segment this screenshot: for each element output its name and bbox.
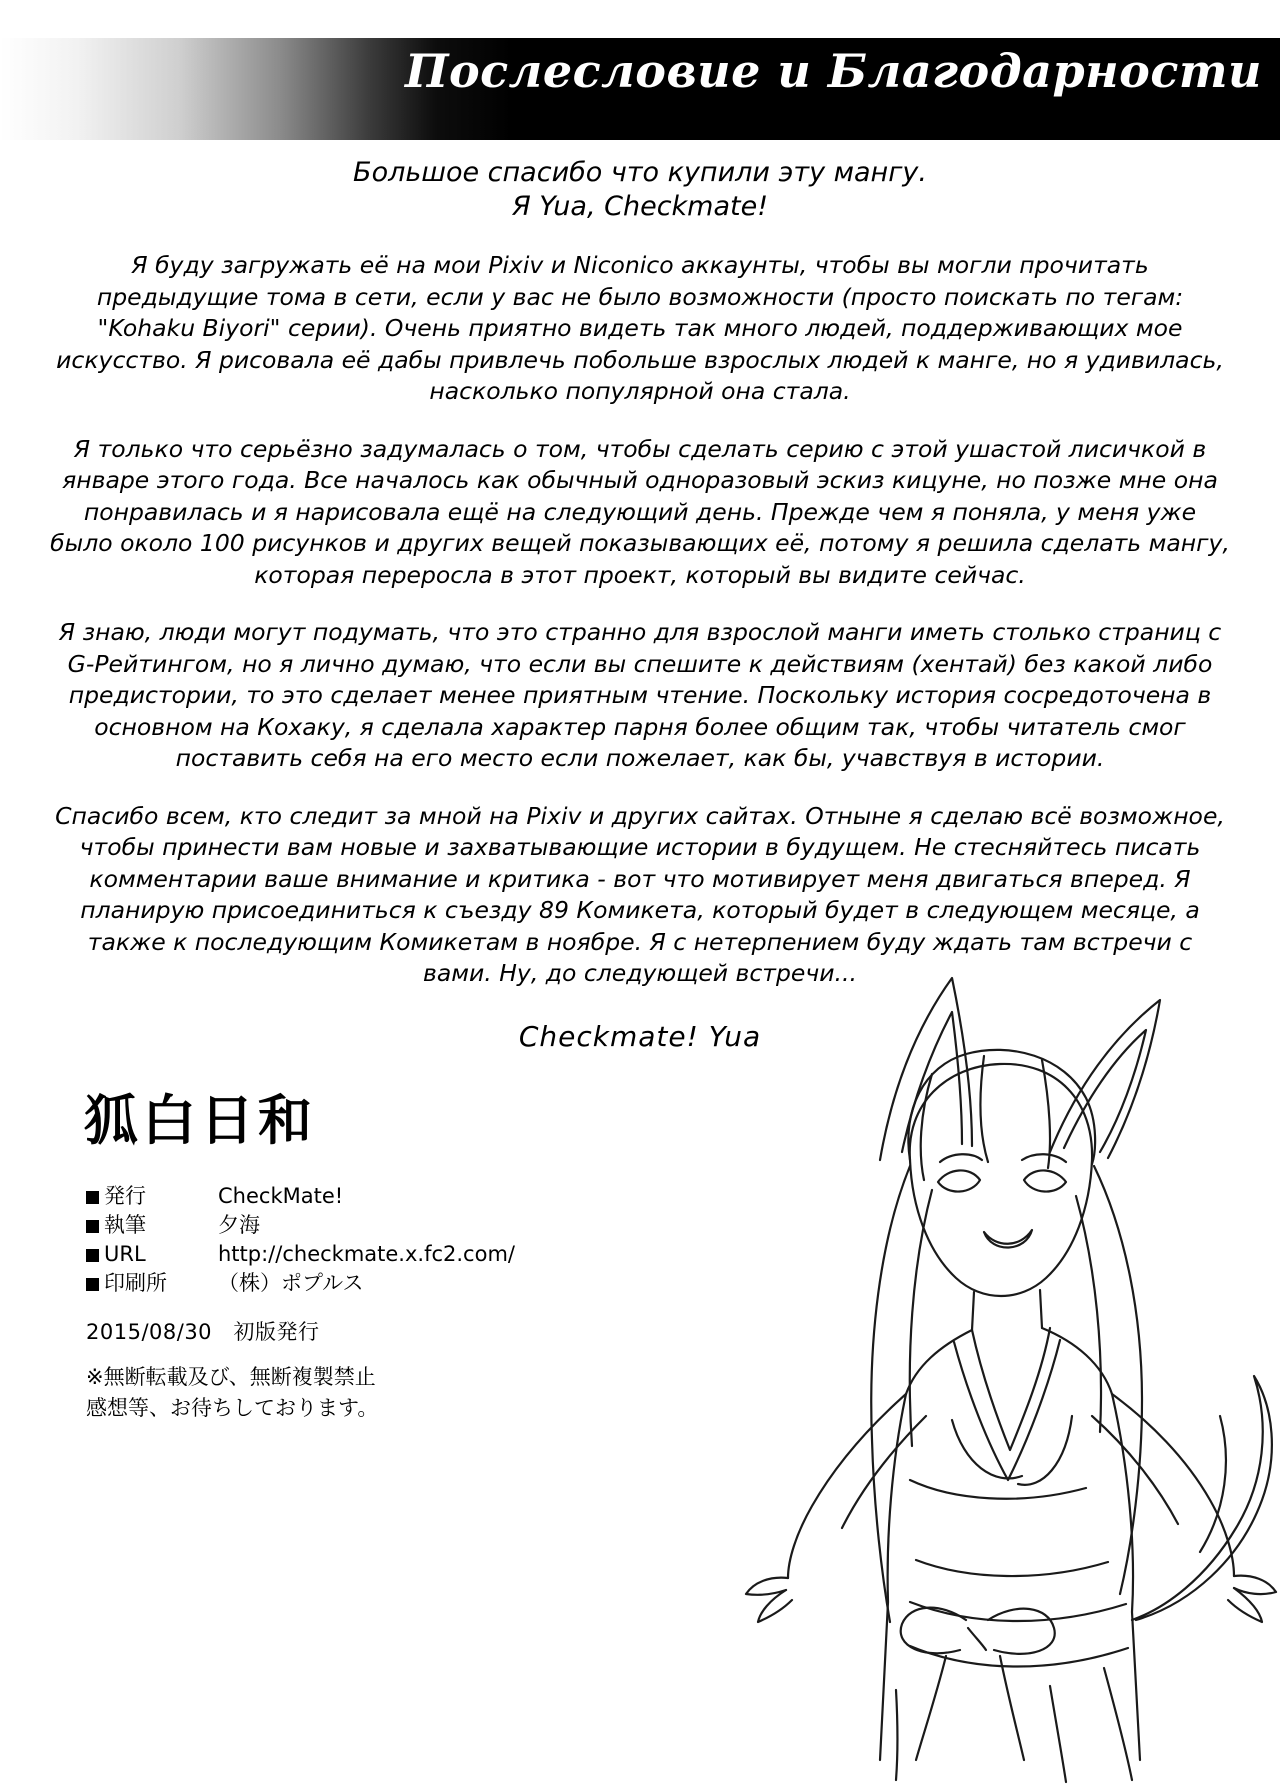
colophon-value: （株）ポプルス <box>218 1271 364 1295</box>
afterword-paragraph: Я только что серьёзно задумалась о том, чтобы сделать серию с этой ушастой лисичкой в январе этого года. Все началось как обычный одноразовый эскиз кицуне, но позже мне она понравилась и я нарисовала ещё на следующий день. Прежде чем я поняла, у меня уже было около 100 рисунков и других вещей показывающих её, потому я решила сделать мангу, которая переросла в этот проект, который вы видите сейчас. <box>50 434 1230 589</box>
colophon-value: CheckMate! <box>218 1184 344 1208</box>
square-bullet-icon <box>86 1220 99 1233</box>
colophon-key-label: URL <box>104 1242 146 1266</box>
square-bullet-icon <box>86 1278 99 1291</box>
colophon-key <box>86 1240 218 1269</box>
afterword-lead-line2: Я Yua, Checkmate! <box>511 191 769 222</box>
publication-date: 2015/08/30 初版発行 <box>86 1320 320 1344</box>
copyright-notice-line2: 感想等、お待ちしております。 <box>86 1396 379 1420</box>
colophon-key-label: 執筆 <box>104 1213 146 1237</box>
colophon-key-label: 印刷所 <box>104 1271 167 1295</box>
colophon-row-printer <box>86 1269 726 1298</box>
afterword-lead <box>46 156 1234 224</box>
square-bullet-icon <box>86 1191 99 1204</box>
colophon-row-publisher <box>86 1182 726 1211</box>
copyright-notice-line1: ※無断転載及び、無断複製禁止 <box>86 1365 376 1389</box>
afterword-paragraph: Я буду загружать её на мои Pixiv и Niconico аккаунты, чтобы вы могли прочитать предыдущие тома в сети, если у вас не было возможности (просто поискать по тегам: "Kohaku Biyori" серии). Очень приятно видеть так много людей, поддерживающих мое искусство. Я рисовала её дабы привлечь побольше взрослых людей к манге, но я удивилась, насколько популярной она стала. <box>56 251 1224 405</box>
colophon-row-url <box>86 1240 726 1269</box>
page-title: Послесловие и Благодарности <box>405 44 1262 98</box>
colophon-value: 夕海 <box>218 1213 260 1237</box>
author-signature: Checkmate! Yua <box>518 1019 762 1053</box>
colophon-key <box>86 1182 218 1211</box>
colophon-block <box>86 1182 726 1298</box>
square-bullet-icon <box>86 1249 99 1262</box>
copyright-notice <box>86 1362 378 1424</box>
afterword-section <box>46 156 1234 1054</box>
afterword-lead-line1: Большое спасибо что купили эту мангу. <box>353 157 927 188</box>
afterword-paragraph: Спасибо всем, кто следит за мной на Pixiv и других сайтах. Отныне я сделаю всё возможное, чтобы принести вам новые и захватывающие истории в будущем. Не стесняйтесь писать комментарии ваше внимание и критика - вот что мотивирует меня двигаться вперед. Я планирую присоединиться к съезду 89 Комикета, который будет в следующем месяце, а также к последующим Комикетам в ноябре. Я с нетерпением буду ждать там встречи с вами. Ну, до следующей встречи... <box>55 801 1225 987</box>
colophon-row-author <box>86 1211 726 1240</box>
afterword-paragraph: Я знаю, люди могут подумать, что это странно для взрослой манги иметь столько страниц с G-Рейтингом, но я лично думаю, что если вы спешите к действиям (хентай) без какой либо предистории, то это сделает менее приятным чтение. Поскольку история сосредоточена в основном на Кохаку, я сделала характер парня более общим так, чтобы читатель смог поставить себя на его место если пожелает, как бы, учавствуя в истории. <box>58 618 1222 772</box>
colophon-url-value[interactable]: http://checkmate.x.fc2.com/ <box>218 1242 515 1266</box>
colophon-key <box>86 1211 218 1240</box>
colophon-key-label: 発行 <box>104 1184 146 1208</box>
colophon-key <box>86 1269 218 1298</box>
doujin-title-logo: 狐白日和 <box>84 1089 316 1152</box>
